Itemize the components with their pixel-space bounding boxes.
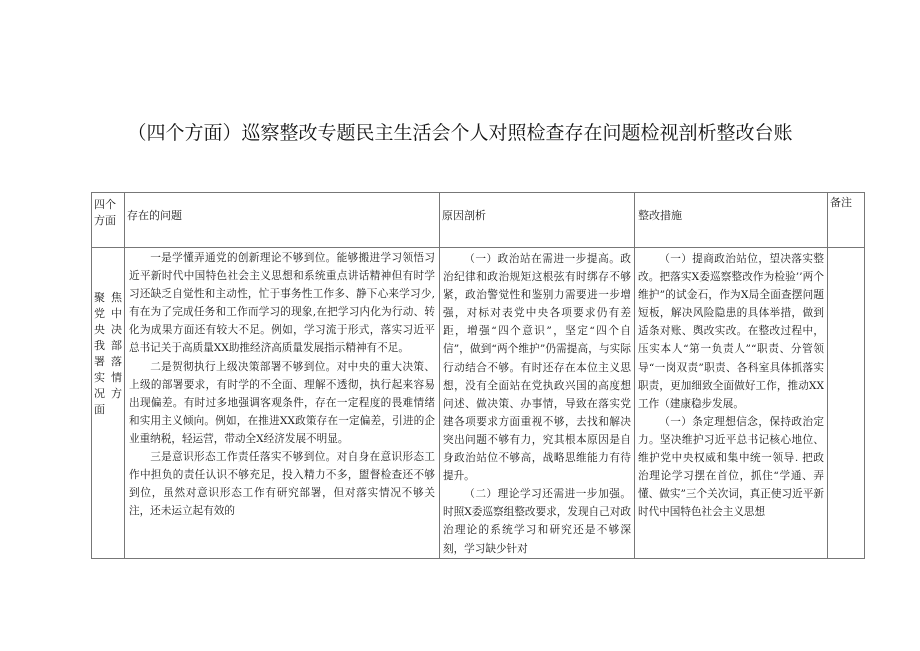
problem-paragraph-1: 一是学懂弄通党的创新理论不够到位。能够搬进学习领悟习近平新时代中国特色社会主义思想和系统重点讲话精神但有时学习还缺乏自觉性和主动性，忙于事务性工作多、静下心来学习少,有在为了完成任务和工作而学习的现象,在把学习内化为行动、转化为成果方面还有较大不足。例如，学习流于形式，落实习近平总书记关于高质量XX助推经济高质量发展指示精神有不足。 (129, 252, 435, 355)
measure-paragraph-1: （一）提商政治站位，望决落实整改。把落实X委巡察整改作为检验’’两个维护”的试金石，作为X局全面查摆问题短板，解决风险隐患的具体举措，做到适条对账、舆改实改。在整改过程中，压实本人“第一负责人”“职责、分管领导“一岗双责”职责、各科室具体抓落实职责，更加细致全面做好工作，推动XX工作（建康稳步发展。 (638, 253, 824, 410)
measure-paragraph-2: （一）条定理想信念，保持政治定力。坚决维护习近平总书记核心地位、维护党中央权威和集中统一领导. 把政治理论学习摆在首位，抓住“学通、弄懂、做实”三个关次词，真正使习近平新时代中国特色社会主义思想 (638, 415, 824, 519)
header-aspect: 四个方面 (92, 193, 125, 248)
page-title: （四个方面）巡察整改专题民主生活会个人对照检查存在问题检视剖析整改台账 (127, 122, 793, 144)
problem-paragraph-2: 二是贺彻执行上级决策部署不够到位。对中央的重大决策、上级的部署要求，有时学的不全面、理解不透彻，执行起来容易出现偏差。有时过多地强调客观条件，存在一定程度的畏难情绪和实用主义倾向。例如，在推进XX政策存在一定偏差，引进的企业重纳税，轻运营，带动全X经济发展不明显。 (129, 360, 435, 445)
header-problems: 存在的问题 (125, 193, 440, 248)
notes-cell (828, 248, 865, 559)
table-row (92, 248, 865, 559)
problem-paragraph-3: 三是意识形态工作责任落实不够到位。对自身在意识形态工作中担负的责任认识不够充足，投入精力不多，盥督检查还不够到位，虽然对意识形态工作有研究部署，但对落实情况不够关注，还未运立起有效的 (129, 451, 435, 518)
aspect-cell: 聚焦党中央决我部署落实情况方面 (92, 248, 125, 559)
cause-paragraph-1: （一）政治站在需进一步提高。政治纪律和政治规矩这根弦有时绑存不够紧，政治警觉性和鉴别力需要进一步增强，对标对表党中央各项要求仍有差距，增强“四个意识”，坚定“四个自信”，做到“两个维护”仍需提高，与实际行动结合不够。有时还存在本位主义思想，没有全面站在党执政兴国的高度想问述、做决策、办事情，导致在落实党建各项要求方面重视不够，去找和解决突出问题不够有力，究其根本原因是自身政治站位不够高，战略思维能力有待提升。 (443, 253, 631, 483)
ledger-table (91, 192, 865, 559)
header-measures: 整改措施 (635, 193, 828, 248)
problems-cell (125, 248, 440, 559)
header-causes: 原因剖析 (440, 193, 635, 248)
cause-paragraph-2: （二）理论学习还需进一步加强。时照X委巡察组整改要求，发现自己对政治理论的系统学习和研究还是不够深刻，学习缺少针对 (443, 488, 631, 555)
header-notes: 备注 (828, 193, 865, 248)
table-header-row (92, 193, 865, 248)
measures-cell (635, 248, 828, 559)
causes-cell (440, 248, 635, 559)
